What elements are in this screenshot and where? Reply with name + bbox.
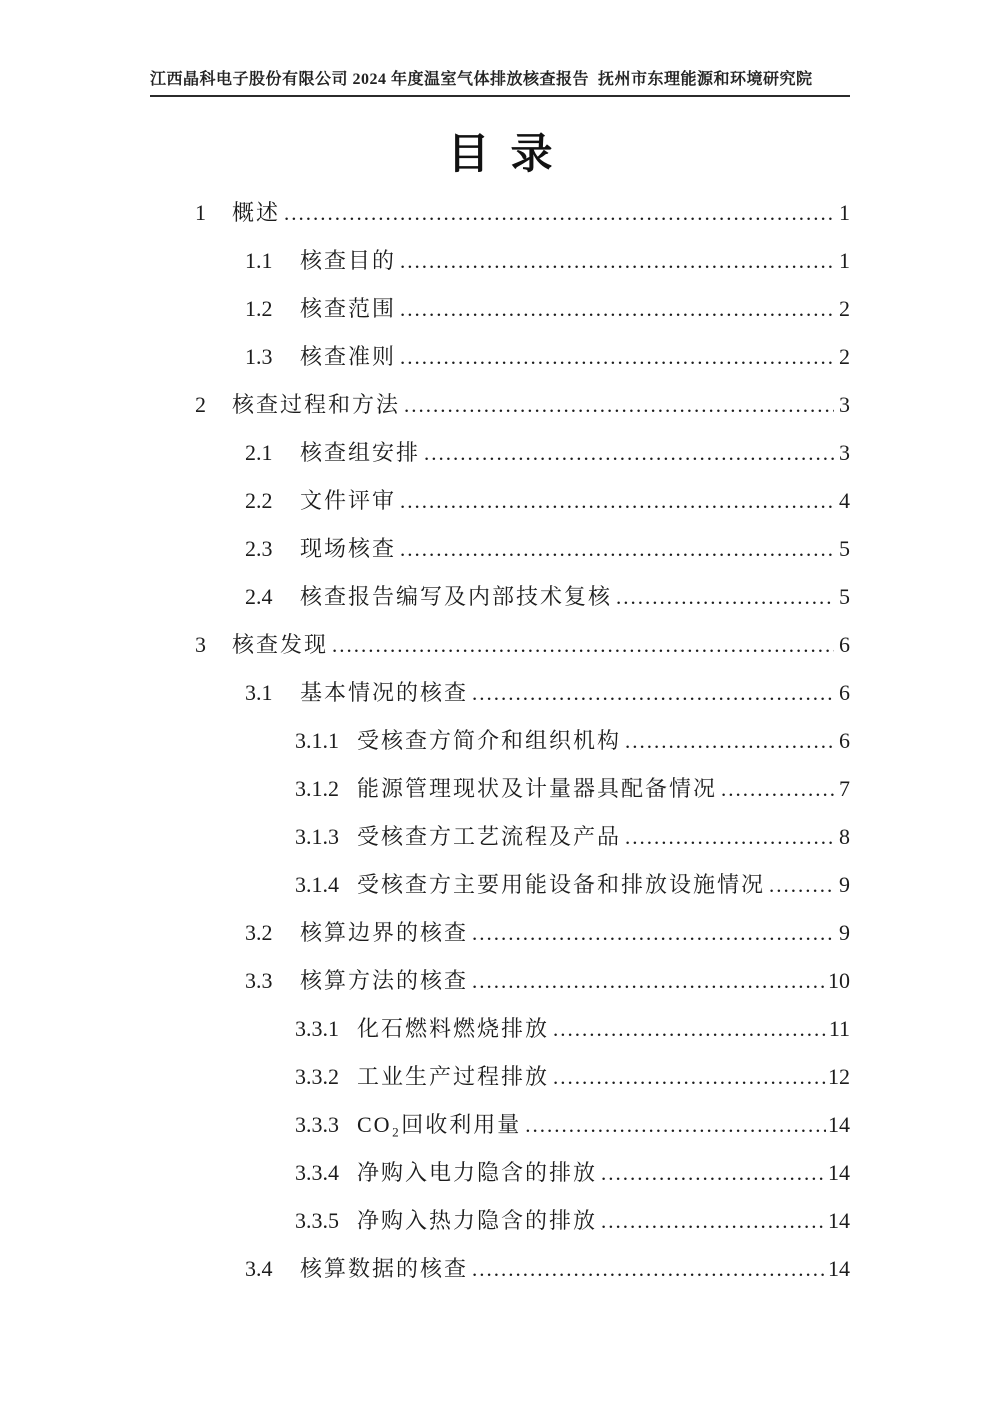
dot-leader — [625, 813, 834, 861]
dot-leader — [616, 573, 834, 621]
toc-entry — [150, 381, 850, 429]
dot-leader — [769, 861, 834, 909]
toc-entry-number: 3.1.1 — [295, 728, 339, 754]
toc-entry — [150, 1149, 850, 1197]
toc-entry-label: 核查目的 — [300, 248, 397, 274]
toc-entry-number: 2.2 — [245, 488, 273, 514]
dot-leader — [404, 381, 834, 429]
toc-entry-label: 基本情况的核查 — [300, 680, 469, 706]
dot-leader — [424, 429, 834, 477]
toc-entry-label: 受核查方主要用能设备和排放设施情况 — [357, 872, 766, 898]
toc-entry-page: 2 — [839, 344, 850, 370]
toc-entry — [150, 861, 850, 909]
toc-entry — [150, 669, 850, 717]
toc-entry-number: 3.4 — [245, 1256, 273, 1282]
toc-entry — [150, 717, 850, 765]
dot-leader — [472, 669, 834, 717]
toc-entry-page: 6 — [839, 728, 850, 754]
toc-entry-number: 3.1.3 — [295, 824, 339, 850]
dot-leader — [601, 1149, 826, 1197]
toc-entry-number: 3.2 — [245, 920, 273, 946]
toc-entry — [150, 1053, 850, 1101]
toc-entry — [150, 477, 850, 525]
toc-entry-number: 3.3.2 — [295, 1064, 339, 1090]
dot-leader — [400, 285, 834, 333]
toc-entry-number: 3.3.3 — [295, 1112, 339, 1138]
toc-entry-label: 净购入电力隐含的排放 — [357, 1160, 598, 1186]
toc-entry — [150, 573, 850, 621]
toc-entry-label: 核算方法的核查 — [300, 968, 469, 994]
toc-list — [150, 189, 850, 1293]
toc-entry-page: 11 — [828, 1016, 850, 1042]
toc-entry-page: 10 — [828, 968, 850, 994]
toc-entry-label: 核算边界的核查 — [300, 920, 469, 946]
toc-entry-page: 3 — [839, 440, 850, 466]
toc-entry-page: 9 — [839, 920, 850, 946]
toc-entry-page: 6 — [839, 632, 850, 658]
toc-entry-page: 14 — [828, 1160, 850, 1186]
toc-entry-label: 核查组安排 — [300, 440, 421, 466]
dot-leader — [472, 957, 826, 1005]
toc-entry-label: 概述 — [232, 200, 281, 226]
toc-entry-page: 9 — [839, 872, 850, 898]
dot-leader — [553, 1005, 827, 1053]
toc-entry-label: 受核查方简介和组织机构 — [357, 728, 622, 754]
toc-entry-label: 核算数据的核查 — [300, 1256, 469, 1282]
toc-entry-label: 核查报告编写及内部技术复核 — [300, 584, 613, 610]
toc-entry-number: 3.3.1 — [295, 1016, 339, 1042]
toc-entry-number: 2.1 — [245, 440, 273, 466]
dot-leader — [332, 621, 834, 669]
toc-entry-page: 14 — [828, 1112, 850, 1138]
toc-entry-label: 现场核查 — [300, 536, 397, 562]
toc-entry-number: 3.3.4 — [295, 1160, 339, 1186]
dot-leader — [553, 1053, 826, 1101]
toc-entry-number: 1.1 — [245, 248, 273, 274]
toc-entry-page: 6 — [839, 680, 850, 706]
toc-entry-label: 化石燃料燃烧排放 — [357, 1016, 550, 1042]
toc-entry-number: 3.3 — [245, 968, 273, 994]
toc-entry — [150, 1005, 850, 1053]
toc-entry — [150, 957, 850, 1005]
toc-title: 目 录 — [447, 132, 553, 178]
toc-entry-label: 能源管理现状及计量器具配备情况 — [357, 776, 718, 802]
toc-entry-page: 14 — [828, 1256, 850, 1282]
dot-leader — [284, 189, 834, 237]
toc-entry — [150, 333, 850, 381]
toc-entry-label: 净购入热力隐含的排放 — [357, 1208, 598, 1234]
toc-entry-page: 14 — [828, 1208, 850, 1234]
dot-leader — [400, 333, 834, 381]
dot-leader — [601, 1197, 826, 1245]
dot-leader — [472, 1245, 826, 1293]
toc-entry-number: 3.3.5 — [295, 1208, 339, 1234]
dot-leader — [472, 909, 834, 957]
toc-entry-label: CO₂回收利用量 — [357, 1112, 522, 1138]
toc-entry-page: 4 — [839, 488, 850, 514]
toc-entry-page: 7 — [839, 776, 850, 802]
toc-entry — [150, 237, 850, 285]
toc-entry — [150, 429, 850, 477]
toc-entry-number: 1 — [195, 200, 206, 226]
toc-entry-page: 3 — [839, 392, 850, 418]
dot-leader — [400, 477, 834, 525]
toc-entry-number: 3.1.4 — [295, 872, 339, 898]
toc-entry — [150, 909, 850, 957]
dot-leader — [400, 237, 834, 285]
toc-entry-number: 2 — [195, 392, 206, 418]
toc-entry-label: 受核查方工艺流程及产品 — [357, 824, 622, 850]
toc-entry — [150, 285, 850, 333]
toc-entry — [150, 525, 850, 573]
toc-entry-label: 工业生产过程排放 — [357, 1064, 550, 1090]
toc-entry-page: 1 — [839, 248, 850, 274]
toc-entry-number: 2.4 — [245, 584, 273, 610]
toc-entry-number: 2.3 — [245, 536, 273, 562]
toc-entry — [150, 1197, 850, 1245]
toc-entry-number: 1.3 — [245, 344, 273, 370]
toc-entry — [150, 1245, 850, 1293]
toc-entry-number: 3.1 — [245, 680, 273, 706]
toc-entry-page: 5 — [839, 536, 850, 562]
dot-leader — [625, 717, 834, 765]
toc-entry — [150, 813, 850, 861]
toc-entry-label: 核查过程和方法 — [232, 392, 401, 418]
toc-entry-label: 文件评审 — [300, 488, 397, 514]
toc-entry-page: 2 — [839, 296, 850, 322]
toc-entry-page: 1 — [839, 200, 850, 226]
toc-entry-number: 1.2 — [245, 296, 273, 322]
toc-entry — [150, 1101, 850, 1149]
dot-leader — [400, 525, 834, 573]
page-header — [150, 66, 850, 97]
running-header-text: 江西晶科电子股份有限公司 2024 年度温室气体排放核查报告 抚州市东理能源和环境研究院 — [150, 71, 813, 88]
dot-leader — [525, 1101, 826, 1149]
toc-entry-page: 8 — [839, 824, 850, 850]
toc-entry-number: 3 — [195, 632, 206, 658]
toc-entry-label: 核查准则 — [300, 344, 397, 370]
dot-leader — [721, 765, 834, 813]
toc-entry — [150, 189, 850, 237]
toc-entry-page: 5 — [839, 584, 850, 610]
toc-entry — [150, 621, 850, 669]
toc-entry-label: 核查范围 — [300, 296, 397, 322]
toc-entry-number: 3.1.2 — [295, 776, 339, 802]
toc-entry-label: 核查发现 — [232, 632, 329, 658]
toc-entry — [150, 765, 850, 813]
toc-entry-page: 12 — [828, 1064, 850, 1090]
